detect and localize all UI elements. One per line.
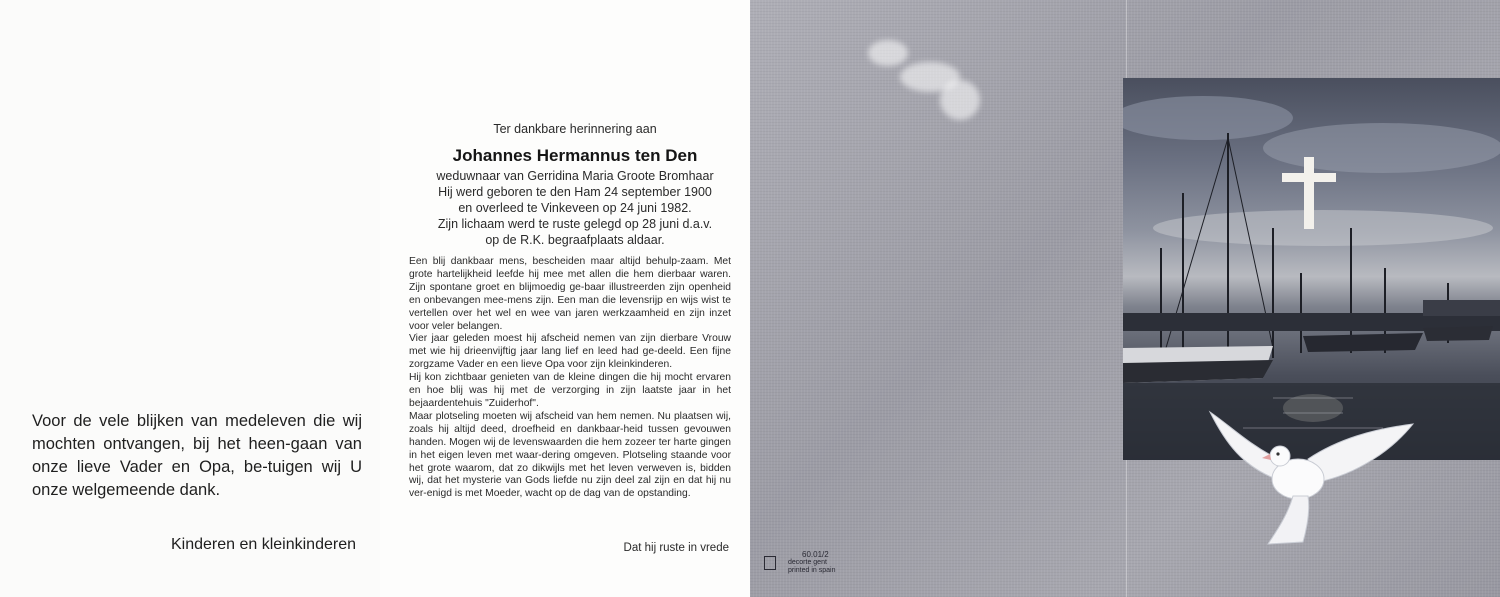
- life-details: [410, 168, 740, 248]
- bio-paragraph: Een blij dankbaar mens, bescheiden maar altijd behulp-zaam. Met grote hartelijkheid leefde hij mee met allen die hem dierbaar waren. Zijn spontane groet en blijmoedig ge-baar illustreerden zijn openheid en onbevangen mee-mens zijn. Een man die levensrijp en wijs wist te vertellen over het wel en wee van jaren werkzaamheid en zijn inzet voor veler belangen.: [409, 256, 731, 332]
- deceased-name: Johannes Hermannus ten Den: [452, 146, 698, 165]
- thanks-text: Voor de vele blijken van medeleven die wij mochten ontvangen, bij het heen-gaan van onze lieve Vader en Opa, be-tuigen wij U onze welgemeende dank.: [32, 412, 362, 499]
- printer-country: printed in spain: [788, 567, 836, 574]
- floral-smudge: [940, 80, 980, 120]
- bio-paragraph: Maar plotseling moeten wij afscheid van hem nemen. Nu plaatsen wij, zoals hij altijd deed, droefheid en dankbaar-heid tussen gevouwen handen. Mogen wij de levenswaarden die hem zozeer ter harte gingen in het eigen leven met waar-dering omgeven. Plotseling staande voor het grote waarom, dat zo dikwijls met het leven verweven is, bidden wij, dat het mysterie van Gods liefde nu zijn deel zal zijn en dat hij nu ver-enigd is met Moeder, wacht op de dag van de opstanding.: [409, 410, 731, 500]
- detail-line: op de R.K. begraafplaats aldaar.: [485, 233, 665, 247]
- left-panel: [0, 0, 380, 597]
- harbor-scene: [1123, 78, 1500, 460]
- card-front: [750, 0, 1500, 597]
- biography: [409, 256, 731, 501]
- memorial-text-panel: [380, 0, 750, 597]
- detail-line: weduwnaar van Gerridina Maria Groote Bromhaar: [436, 169, 714, 183]
- cross-icon: [1280, 157, 1340, 229]
- floral-smudge: [868, 40, 908, 66]
- closing-line: Dat hij ruste in vrede: [623, 542, 729, 554]
- print-code: 60.01/2: [802, 550, 829, 559]
- detail-line: en overleed te Vinkeveen op 24 juni 1982.: [458, 201, 692, 215]
- bio-paragraph: Hij kon zichtbaar genieten van de kleine dingen die hij mocht ervaren en hoe blij was hij met de verzorging in zijn laatste jaar in het bejaardentehuis "Zuiderhof".: [409, 372, 731, 409]
- intro-line: Ter dankbare herinnering aan: [493, 122, 657, 136]
- signature: Kinderen en kleinkinderen: [170, 536, 356, 553]
- printer-logo-icon: [764, 556, 776, 570]
- bio-paragraph: Vier jaar geleden moest hij afscheid nemen van zijn dierbare Vrouw met wie hij drieenvijftig jaar lang lief en leed had ge-deeld. Een fijne zorgzame Vader en een lieve Opa voor zijn kleinkinderen.: [409, 333, 731, 371]
- printer-name: decorte gent: [788, 559, 827, 566]
- harbor-photo: [1123, 78, 1500, 460]
- detail-line: Zijn lichaam werd te ruste gelegd op 28 juni d.a.v.: [437, 217, 713, 231]
- dove-icon: [1208, 404, 1418, 546]
- detail-line: Hij werd geboren te den Ham 24 september 1900: [438, 185, 712, 199]
